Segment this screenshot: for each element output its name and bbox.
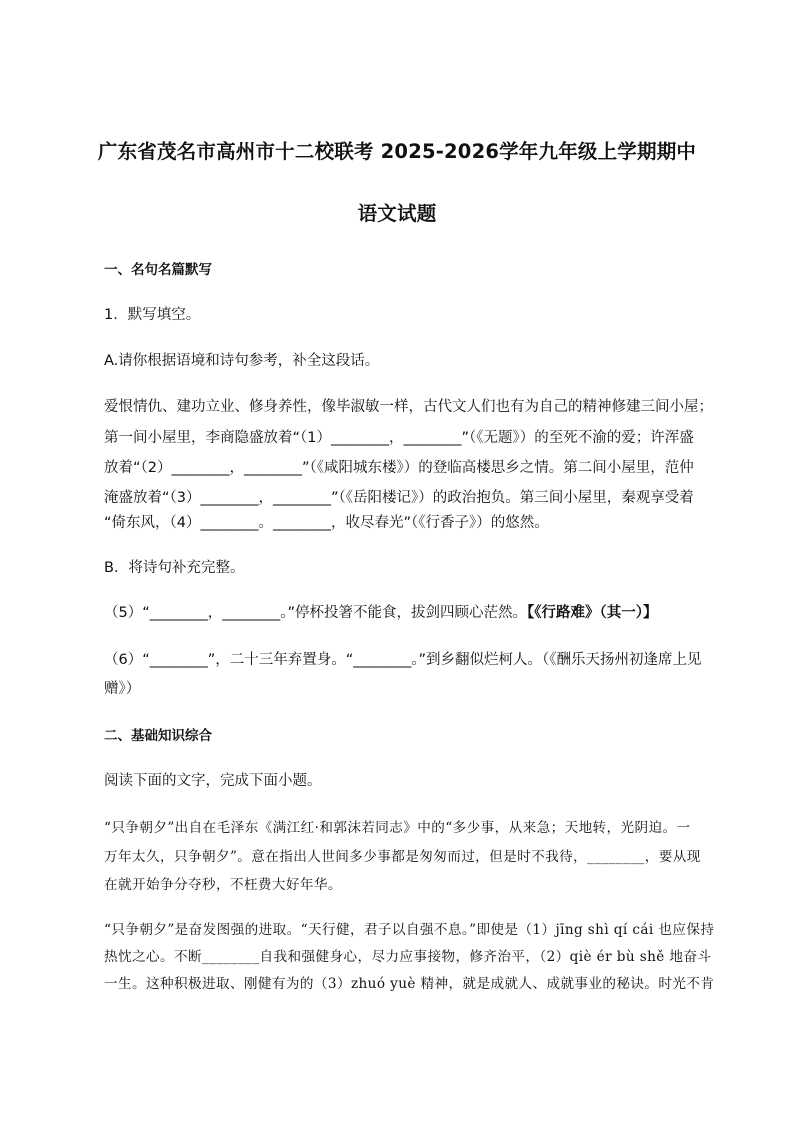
reading-paragraph-line: 一生。这种积极进取、刚健有为的（3）zhuó yuè 精神，就是成就人、成就事业的秘诀。时光不肯 (104, 976, 715, 992)
section-heading-basic-knowledge: 二、基础知识综合 (104, 728, 212, 744)
passage-line: 爱恨情仇、建功立业、修身养性，像毕淑敏一样，古代文人们也有为自己的精神修建三间小屋； (104, 399, 713, 415)
passage-line: 放着“（2）________，________”（《咸阳城东楼》）的登临高楼思乡之情。第二间小屋里，范仲 (104, 460, 694, 476)
passage-line: 第一间小屋里，李商隐盛放着“（1）________，________”（《无题》）的至死不渝的爱；许浑盛 (104, 430, 694, 446)
reading-paragraph-line: 万年太久，只争朝夕”。意在指出人世间多少事都是匆匆而过，但是时不我待，________，要从现 (104, 849, 701, 865)
reading-paragraph-line: 在就开始争分夺秒，不枉费大好年华。 (104, 877, 342, 893)
question-5-text: （5）“________，________。”停杯投箸不能食，拔剑四顾心茫然。 (104, 605, 527, 621)
question-1-prompt: 1．默写填空。 (104, 307, 201, 323)
reading-instruction: 阅读下面的文字，完成下面小题。 (104, 773, 322, 789)
document-title: 广东省茂名市高州市十二校联考 2025-2026学年九年级上学期期中 (97, 140, 697, 163)
passage-line: 淹盛放着“（3）________，________”（《岳阳楼记》）的政治抱负。第三间小屋里，秦观享受着 (104, 490, 694, 506)
question-6-line: （6）“________”，二十三年弃置身。“________。”到乡翻似烂柯人。（《酬乐天扬州初逢席上见 (104, 652, 702, 668)
question-5 (104, 601, 658, 622)
reading-paragraph-line: “只争朝夕”出自在毛泽东《满江红·和郭沫若同志》中的“多少事，从来急；天地转，光阴迫。一 (104, 820, 691, 836)
reading-paragraph-line: 热忱之心。不断________自我和强健身心，尽力应事接物，修齐治平，（2）qiè ér bù shě 地奋斗 (104, 949, 712, 965)
question-6-line: 赠》） (104, 681, 141, 697)
passage-line: “倚东风，（4）________。________，收尽春光”（《行香子》）的悠然。 (104, 515, 549, 531)
part-b-instruction: B．将诗句补充完整。 (104, 560, 245, 576)
part-a-instruction: A.请你根据语境和诗句参考，补全这段话。 (104, 353, 380, 369)
reading-paragraph-line: “只争朝夕”是奋发图强的进取。“天行健，君子以自强不息。”即使是（1）jīng shì qí cái 也应保持 (104, 922, 715, 938)
question-5-source: 【《行路难》（其一）】 (527, 605, 658, 621)
section-heading-recitation: 一、名句名篇默写 (104, 262, 212, 278)
document-subtitle: 语文试题 (357, 202, 437, 225)
